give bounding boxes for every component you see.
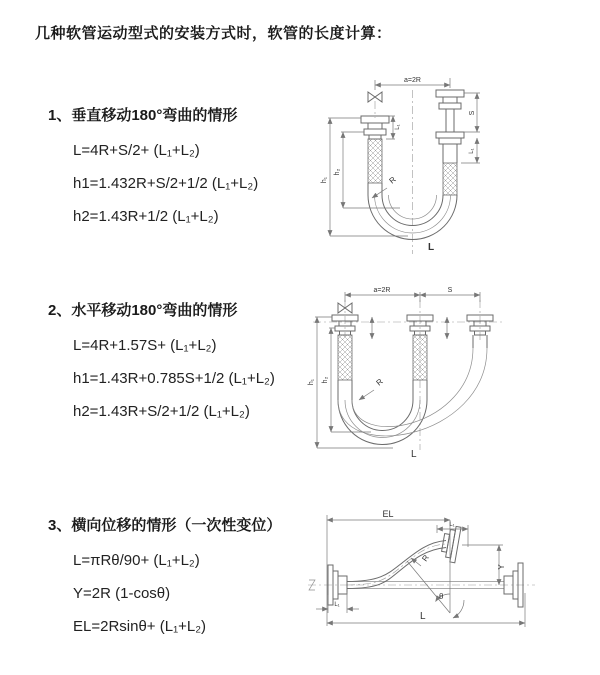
d3-dimensions [316, 509, 525, 627]
dim-label-span: a=2R [404, 77, 421, 84]
dim-label-L: L [428, 242, 435, 253]
formula-Y: Y=2R (1-cosθ) [73, 585, 171, 602]
dim-label-h1: h₁ [308, 378, 315, 386]
dim-label-S: S [469, 110, 476, 116]
dim-label-R: R [387, 174, 398, 186]
formula-L: L=4R+S/2+ (L₁+L₂) [73, 142, 200, 159]
valve-icon [368, 92, 382, 102]
diagram-horizontal-180 [305, 282, 555, 462]
section-vertical-180 [48, 104, 258, 233]
dim-label-span: a=2R [373, 287, 391, 294]
braided-hose-section [368, 139, 382, 183]
dim-label-R: R [420, 553, 431, 564]
section-horizontal-180 [48, 299, 275, 428]
dim-label-R: R [374, 376, 385, 388]
dim-label-L: L [420, 611, 426, 622]
dim-label-L1: L₁ [395, 124, 401, 130]
dim-label-L: L [411, 449, 417, 460]
formula-EL: EL=2Rsinθ+ (L₁+L₂) [73, 618, 207, 635]
braided-hose-section [443, 163, 457, 195]
d2-geometry [332, 303, 493, 445]
section-heading: 2、水平移动180°弯曲的情形 [48, 302, 238, 319]
formula-h1: h1=1.43R+0.785S+1/2 (L₁+L₂) [73, 370, 275, 387]
dim-label-h2: h₂ [334, 168, 341, 176]
section-heading: 1、垂直移动180°弯曲的情形 [48, 107, 238, 124]
dim-label-theta: θ [439, 592, 444, 601]
formula-h1: h1=1.432R+S/2+1/2 (L₁+L₂) [73, 175, 259, 192]
dim-label-L1-top: L₁ [449, 522, 455, 528]
braided-hose-section [338, 335, 352, 380]
dim-label-EL: EL [382, 509, 394, 519]
formula-h2: h2=1.43R+1/2 (L₁+L₂) [73, 208, 219, 225]
dim-label-L1-left: L₁ [334, 602, 340, 608]
tilted-flange [440, 525, 461, 563]
page-title: 几种软管运动型式的安装方式时，软管的长度计算： [35, 25, 392, 42]
formula-h2: h2=1.43R+S/2+1/2 (L₁+L₂) [73, 403, 250, 420]
diagram-lateral-offset [300, 505, 600, 655]
diagram-vertical-180 [308, 68, 558, 263]
d2-dimensions [308, 287, 480, 460]
section-heading: 3、横向位移的情形（一次性变位） [48, 517, 282, 534]
dim-label-Y: Y [497, 564, 506, 570]
section-lateral-offset [48, 514, 281, 643]
dim-label-L1-right: L₁ [469, 148, 475, 154]
braided-hose-section [413, 335, 427, 380]
dim-label-h1: h₁ [321, 176, 328, 184]
formula-L: L=4R+1.57S+ (L₁+L₂) [73, 337, 217, 354]
d3-geometry [328, 525, 523, 607]
formula-L: L=πRθ/90+ (L₁+L₂) [73, 552, 200, 569]
dim-label-h2: h₂ [322, 376, 329, 384]
dim-label-S: S [447, 287, 453, 294]
